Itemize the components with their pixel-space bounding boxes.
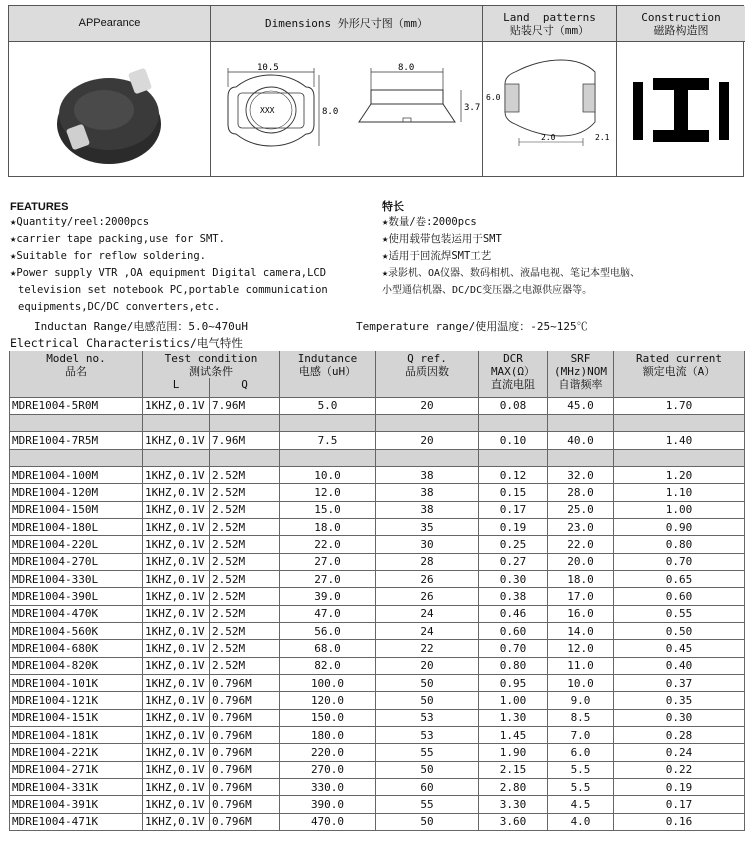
cell-dcr: 0.27 bbox=[479, 553, 548, 570]
cell-ind: 22.0 bbox=[280, 536, 376, 553]
features-title-cn: 特长 bbox=[382, 201, 404, 213]
dimensions-label: Dimensions 外形尺寸图（mm） bbox=[264, 17, 429, 30]
cell-qref: 55 bbox=[376, 796, 479, 813]
cell-l: 1KHZ,0.1V bbox=[143, 536, 210, 553]
table-spacer-row bbox=[10, 449, 745, 466]
cell-q: 0.796M bbox=[210, 727, 280, 744]
cell-qref: 20 bbox=[376, 657, 479, 674]
table-row bbox=[10, 813, 745, 830]
table-row bbox=[10, 622, 745, 639]
construction-label-en: Construction bbox=[641, 10, 721, 24]
cell-model: MDRE1004-120M bbox=[10, 484, 143, 501]
cell-rated: 0.22 bbox=[614, 761, 745, 778]
table-spacer-row bbox=[10, 414, 745, 431]
cell-ind: 39.0 bbox=[280, 588, 376, 605]
cell-dcr: 0.60 bbox=[479, 622, 548, 639]
cell-srf: 23.0 bbox=[548, 518, 614, 535]
cell-l: 1KHZ,0.1V bbox=[143, 622, 210, 639]
cell-rated: 1.00 bbox=[614, 501, 745, 518]
cell-ind: 100.0 bbox=[280, 675, 376, 692]
cell-model: MDRE1004-5R0M bbox=[10, 397, 143, 414]
cell-l: 1KHZ,0.1V bbox=[143, 813, 210, 830]
feature-cn-item: ★使用载带包装运用于SMT bbox=[382, 233, 502, 245]
spacer-cell bbox=[10, 449, 143, 466]
spacer-cell bbox=[210, 449, 280, 466]
cell-ind: 120.0 bbox=[280, 692, 376, 709]
cell-ind: 180.0 bbox=[280, 727, 376, 744]
cell-model: MDRE1004-331K bbox=[10, 779, 143, 796]
table-row bbox=[10, 432, 745, 449]
cell-dcr: 0.46 bbox=[479, 605, 548, 622]
cell-qref: 38 bbox=[376, 501, 479, 518]
table-row bbox=[10, 709, 745, 726]
dimensions-cell bbox=[211, 42, 483, 176]
spacer-cell bbox=[614, 449, 745, 466]
cell-rated: 0.35 bbox=[614, 692, 745, 709]
col-q-ref: Q ref. 品质因数 bbox=[376, 351, 479, 397]
col-test-l: L bbox=[143, 378, 210, 397]
cell-rated: 0.80 bbox=[614, 536, 745, 553]
cell-l: 1KHZ,0.1V bbox=[143, 588, 210, 605]
table-row bbox=[10, 779, 745, 796]
cell-l: 1KHZ,0.1V bbox=[143, 397, 210, 414]
cell-q: 0.796M bbox=[210, 761, 280, 778]
land-patterns-header bbox=[483, 6, 617, 42]
table-row bbox=[10, 518, 745, 535]
features-title-en: FEATURES bbox=[10, 201, 69, 213]
appearance-header bbox=[9, 6, 211, 42]
table-body bbox=[10, 397, 745, 831]
inductor-photo-icon bbox=[9, 42, 210, 176]
section-title: Electrical Characteristics/电气特性 bbox=[10, 336, 243, 350]
cell-model: MDRE1004-220L bbox=[10, 536, 143, 553]
cell-ind: 330.0 bbox=[280, 779, 376, 796]
cell-rated: 1.70 bbox=[614, 397, 745, 414]
cell-rated: 1.20 bbox=[614, 466, 745, 483]
spacer-cell bbox=[548, 449, 614, 466]
cell-q: 2.52M bbox=[210, 553, 280, 570]
dim-top-height-label: 8.0 bbox=[322, 107, 339, 117]
electrical-characteristics-table bbox=[9, 351, 745, 831]
cell-l: 1KHZ,0.1V bbox=[143, 432, 210, 449]
feature-cn-item: ★适用于回流焊SMT工艺 bbox=[382, 250, 492, 262]
cell-rated: 0.28 bbox=[614, 727, 745, 744]
cell-dcr: 0.30 bbox=[479, 570, 548, 587]
cell-model: MDRE1004-680K bbox=[10, 640, 143, 657]
land-patterns-cell bbox=[483, 42, 617, 176]
cell-l: 1KHZ,0.1V bbox=[143, 692, 210, 709]
cell-q: 0.796M bbox=[210, 744, 280, 761]
cell-model: MDRE1004-391K bbox=[10, 796, 143, 813]
cell-qref: 55 bbox=[376, 744, 479, 761]
cell-srf: 28.0 bbox=[548, 484, 614, 501]
cell-rated: 0.90 bbox=[614, 518, 745, 535]
cell-l: 1KHZ,0.1V bbox=[143, 709, 210, 726]
cell-srf: 22.0 bbox=[548, 536, 614, 553]
cell-qref: 50 bbox=[376, 692, 479, 709]
cell-rated: 0.30 bbox=[614, 709, 745, 726]
cell-rated: 0.24 bbox=[614, 744, 745, 761]
cell-rated: 1.40 bbox=[614, 432, 745, 449]
col-test-condition: Test condition 测试条件 bbox=[143, 351, 280, 378]
cell-l: 1KHZ,0.1V bbox=[143, 796, 210, 813]
feature-en-item: ★Power supply VTR ,OA equipment Digital camera,LCD bbox=[10, 267, 327, 279]
table-row bbox=[10, 744, 745, 761]
spacer-cell bbox=[143, 414, 210, 431]
cell-q: 7.96M bbox=[210, 397, 280, 414]
cell-model: MDRE1004-7R5M bbox=[10, 432, 143, 449]
cell-rated: 0.70 bbox=[614, 553, 745, 570]
cell-dcr: 0.38 bbox=[479, 588, 548, 605]
cell-ind: 15.0 bbox=[280, 501, 376, 518]
cell-ind: 7.5 bbox=[280, 432, 376, 449]
feature-en-item: ★Suitable for reflow soldering. bbox=[10, 250, 206, 262]
construction-label-cn: 磁路构造图 bbox=[653, 23, 709, 37]
feature-en-item: television set notebook PC,portable communication bbox=[18, 284, 328, 296]
spacer-cell bbox=[210, 414, 280, 431]
cell-l: 1KHZ,0.1V bbox=[143, 605, 210, 622]
temperature-range: Temperature range/使用温度：-25~125℃ bbox=[356, 320, 588, 333]
land-gap-label: 6.0 bbox=[486, 93, 501, 102]
land-patterns-label-en: Land patterns bbox=[503, 10, 596, 24]
cell-dcr: 3.30 bbox=[479, 796, 548, 813]
cell-qref: 26 bbox=[376, 570, 479, 587]
cell-q: 2.52M bbox=[210, 588, 280, 605]
cell-qref: 38 bbox=[376, 466, 479, 483]
table-row bbox=[10, 466, 745, 483]
feature-en-item: ★Quantity/reel:2000pcs bbox=[10, 216, 150, 228]
cell-srf: 5.5 bbox=[548, 761, 614, 778]
cell-dcr: 1.30 bbox=[479, 709, 548, 726]
cell-qref: 24 bbox=[376, 605, 479, 622]
cell-dcr: 0.15 bbox=[479, 484, 548, 501]
feature-cn-item: ★录影机、OA仪器、数码相机、液晶电视、笔记本型电脑、 bbox=[382, 268, 641, 279]
cell-q: 2.52M bbox=[210, 466, 280, 483]
cell-dcr: 0.17 bbox=[479, 501, 548, 518]
cell-rated: 0.16 bbox=[614, 813, 745, 830]
dim-top-width-label: 10.5 bbox=[257, 63, 279, 73]
land-width-label: 2.1 bbox=[595, 133, 610, 142]
col-test-q: Q bbox=[210, 378, 280, 397]
cell-dcr: 1.00 bbox=[479, 692, 548, 709]
header-grid bbox=[8, 5, 744, 177]
cell-rated: 0.19 bbox=[614, 779, 745, 796]
cell-model: MDRE1004-221K bbox=[10, 744, 143, 761]
cell-model: MDRE1004-820K bbox=[10, 657, 143, 674]
cell-l: 1KHZ,0.1V bbox=[143, 744, 210, 761]
cell-l: 1KHZ,0.1V bbox=[143, 570, 210, 587]
cell-q: 7.96M bbox=[210, 432, 280, 449]
cell-srf: 11.0 bbox=[548, 657, 614, 674]
cell-q: 0.796M bbox=[210, 709, 280, 726]
cell-q: 0.796M bbox=[210, 675, 280, 692]
cell-l: 1KHZ,0.1V bbox=[143, 675, 210, 692]
cell-ind: 150.0 bbox=[280, 709, 376, 726]
cell-rated: 0.65 bbox=[614, 570, 745, 587]
cell-l: 1KHZ,0.1V bbox=[143, 657, 210, 674]
table-row bbox=[10, 605, 745, 622]
table-row bbox=[10, 692, 745, 709]
table-row bbox=[10, 588, 745, 605]
table-row bbox=[10, 657, 745, 674]
cell-l: 1KHZ,0.1V bbox=[143, 727, 210, 744]
feature-cn-item: ★数量/卷:2000pcs bbox=[382, 216, 477, 228]
cell-q: 0.796M bbox=[210, 813, 280, 830]
cell-rated: 0.55 bbox=[614, 605, 745, 622]
cell-q: 2.52M bbox=[210, 640, 280, 657]
cell-dcr: 0.19 bbox=[479, 518, 548, 535]
magnetic-construction-icon bbox=[617, 42, 744, 176]
cell-ind: 27.0 bbox=[280, 570, 376, 587]
cell-srf: 16.0 bbox=[548, 605, 614, 622]
cell-model: MDRE1004-330L bbox=[10, 570, 143, 587]
cell-q: 2.52M bbox=[210, 536, 280, 553]
cell-q: 2.52M bbox=[210, 484, 280, 501]
cell-model: MDRE1004-390L bbox=[10, 588, 143, 605]
cell-q: 0.796M bbox=[210, 692, 280, 709]
inductance-range: Inductan Range/电感范围：5.0~470uH bbox=[34, 320, 248, 333]
cell-qref: 50 bbox=[376, 675, 479, 692]
cell-ind: 5.0 bbox=[280, 397, 376, 414]
cell-rated: 0.17 bbox=[614, 796, 745, 813]
construction-cell bbox=[617, 42, 745, 176]
cell-l: 1KHZ,0.1V bbox=[143, 518, 210, 535]
cell-srf: 10.0 bbox=[548, 675, 614, 692]
cell-rated: 0.37 bbox=[614, 675, 745, 692]
table-row bbox=[10, 640, 745, 657]
spacer-cell bbox=[479, 414, 548, 431]
feature-cn-item: 小型通信机器、DC/DC变压器之电源供应器等。 bbox=[382, 285, 593, 296]
dim-side-width-label: 8.0 bbox=[398, 63, 415, 73]
cell-ind: 18.0 bbox=[280, 518, 376, 535]
marking-label: XXX bbox=[260, 106, 275, 115]
cell-qref: 60 bbox=[376, 779, 479, 796]
cell-dcr: 2.80 bbox=[479, 779, 548, 796]
cell-q: 2.52M bbox=[210, 657, 280, 674]
spacer-cell bbox=[376, 414, 479, 431]
cell-rated: 0.40 bbox=[614, 657, 745, 674]
feature-en-item: ★carrier tape packing,use for SMT. bbox=[10, 233, 225, 245]
cell-qref: 50 bbox=[376, 813, 479, 830]
cell-rated: 1.10 bbox=[614, 484, 745, 501]
cell-model: MDRE1004-560K bbox=[10, 622, 143, 639]
table-row bbox=[10, 570, 745, 587]
spacer-cell bbox=[479, 449, 548, 466]
land-pattern-drawing bbox=[483, 42, 616, 176]
cell-srf: 45.0 bbox=[548, 397, 614, 414]
cell-model: MDRE1004-470K bbox=[10, 605, 143, 622]
cell-srf: 32.0 bbox=[548, 466, 614, 483]
cell-ind: 68.0 bbox=[280, 640, 376, 657]
cell-model: MDRE1004-151K bbox=[10, 709, 143, 726]
cell-l: 1KHZ,0.1V bbox=[143, 466, 210, 483]
cell-srf: 25.0 bbox=[548, 501, 614, 518]
cell-srf: 9.0 bbox=[548, 692, 614, 709]
cell-q: 0.796M bbox=[210, 796, 280, 813]
cell-q: 2.52M bbox=[210, 622, 280, 639]
cell-model: MDRE1004-181K bbox=[10, 727, 143, 744]
cell-ind: 56.0 bbox=[280, 622, 376, 639]
dimensions-drawing bbox=[211, 42, 482, 176]
cell-q: 2.52M bbox=[210, 570, 280, 587]
cell-srf: 4.5 bbox=[548, 796, 614, 813]
cell-srf: 5.5 bbox=[548, 779, 614, 796]
cell-model: MDRE1004-270L bbox=[10, 553, 143, 570]
col-srf: SRF (MHz)NOM 自谐频率 bbox=[548, 351, 614, 397]
cell-model: MDRE1004-100M bbox=[10, 466, 143, 483]
spacer-cell bbox=[614, 414, 745, 431]
spacer-cell bbox=[280, 414, 376, 431]
cell-qref: 26 bbox=[376, 588, 479, 605]
cell-qref: 35 bbox=[376, 518, 479, 535]
appearance-label: APPearance bbox=[78, 17, 141, 29]
spacer-cell bbox=[280, 449, 376, 466]
cell-dcr: 3.60 bbox=[479, 813, 548, 830]
table-row bbox=[10, 536, 745, 553]
cell-model: MDRE1004-101K bbox=[10, 675, 143, 692]
cell-l: 1KHZ,0.1V bbox=[143, 501, 210, 518]
cell-q: 2.52M bbox=[210, 518, 280, 535]
cell-ind: 270.0 bbox=[280, 761, 376, 778]
table-row bbox=[10, 484, 745, 501]
cell-srf: 14.0 bbox=[548, 622, 614, 639]
table-row bbox=[10, 727, 745, 744]
spacer-cell bbox=[548, 414, 614, 431]
cell-rated: 0.50 bbox=[614, 622, 745, 639]
cell-srf: 18.0 bbox=[548, 570, 614, 587]
cell-q: 2.52M bbox=[210, 605, 280, 622]
cell-l: 1KHZ,0.1V bbox=[143, 553, 210, 570]
cell-ind: 27.0 bbox=[280, 553, 376, 570]
cell-qref: 50 bbox=[376, 761, 479, 778]
cell-dcr: 0.80 bbox=[479, 657, 548, 674]
dim-side-height-label: 3.7 bbox=[464, 103, 481, 113]
cell-rated: 0.60 bbox=[614, 588, 745, 605]
cell-srf: 7.0 bbox=[548, 727, 614, 744]
cell-model: MDRE1004-471K bbox=[10, 813, 143, 830]
table-row bbox=[10, 761, 745, 778]
spacer-cell bbox=[143, 449, 210, 466]
features-cn bbox=[382, 200, 742, 299]
cell-srf: 40.0 bbox=[548, 432, 614, 449]
cell-model: MDRE1004-150M bbox=[10, 501, 143, 518]
cell-ind: 10.0 bbox=[280, 466, 376, 483]
col-model: Model no. 品名 bbox=[10, 351, 143, 397]
cell-qref: 53 bbox=[376, 709, 479, 726]
table-row bbox=[10, 397, 745, 414]
cell-model: MDRE1004-271K bbox=[10, 761, 143, 778]
spacer-cell bbox=[376, 449, 479, 466]
cell-srf: 8.5 bbox=[548, 709, 614, 726]
cell-model: MDRE1004-121K bbox=[10, 692, 143, 709]
cell-dcr: 1.45 bbox=[479, 727, 548, 744]
table-row bbox=[10, 501, 745, 518]
cell-qref: 38 bbox=[376, 484, 479, 501]
cell-l: 1KHZ,0.1V bbox=[143, 484, 210, 501]
cell-rated: 0.45 bbox=[614, 640, 745, 657]
table-row bbox=[10, 553, 745, 570]
cell-srf: 12.0 bbox=[548, 640, 614, 657]
cell-dcr: 0.95 bbox=[479, 675, 548, 692]
cell-dcr: 2.15 bbox=[479, 761, 548, 778]
cell-srf: 4.0 bbox=[548, 813, 614, 830]
col-dcr: DCR MAX(Ω） 直流电阻 bbox=[479, 351, 548, 397]
table-row bbox=[10, 675, 745, 692]
cell-ind: 220.0 bbox=[280, 744, 376, 761]
cell-dcr: 0.08 bbox=[479, 397, 548, 414]
cell-dcr: 0.12 bbox=[479, 466, 548, 483]
construction-header bbox=[617, 6, 745, 42]
cell-srf: 20.0 bbox=[548, 553, 614, 570]
cell-qref: 20 bbox=[376, 397, 479, 414]
cell-ind: 12.0 bbox=[280, 484, 376, 501]
cell-ind: 82.0 bbox=[280, 657, 376, 674]
cell-l: 1KHZ,0.1V bbox=[143, 761, 210, 778]
cell-srf: 17.0 bbox=[548, 588, 614, 605]
cell-qref: 24 bbox=[376, 622, 479, 639]
cell-qref: 30 bbox=[376, 536, 479, 553]
table-row bbox=[10, 796, 745, 813]
cell-dcr: 0.10 bbox=[479, 432, 548, 449]
appearance-cell bbox=[9, 42, 211, 176]
cell-srf: 6.0 bbox=[548, 744, 614, 761]
cell-qref: 28 bbox=[376, 553, 479, 570]
land-patterns-label-cn: 贴装尺寸（mm） bbox=[509, 23, 590, 37]
cell-qref: 53 bbox=[376, 727, 479, 744]
cell-l: 1KHZ,0.1V bbox=[143, 640, 210, 657]
cell-ind: 470.0 bbox=[280, 813, 376, 830]
dimensions-header bbox=[211, 6, 483, 42]
features-en bbox=[10, 200, 380, 316]
col-rated-current: Rated current 额定电流（A） bbox=[614, 351, 745, 397]
feature-en-item: equipments,DC/DC converters,etc. bbox=[18, 301, 221, 313]
cell-q: 2.52M bbox=[210, 501, 280, 518]
cell-qref: 20 bbox=[376, 432, 479, 449]
cell-ind: 390.0 bbox=[280, 796, 376, 813]
cell-q: 0.796M bbox=[210, 779, 280, 796]
spacer-cell bbox=[10, 414, 143, 431]
col-inductance: Indutance 电感（uH） bbox=[280, 351, 376, 397]
cell-dcr: 0.25 bbox=[479, 536, 548, 553]
cell-ind: 47.0 bbox=[280, 605, 376, 622]
cell-dcr: 1.90 bbox=[479, 744, 548, 761]
cell-l: 1KHZ,0.1V bbox=[143, 779, 210, 796]
land-pad-label: 2.0 bbox=[541, 133, 556, 142]
cell-model: MDRE1004-180L bbox=[10, 518, 143, 535]
cell-qref: 22 bbox=[376, 640, 479, 657]
cell-dcr: 0.70 bbox=[479, 640, 548, 657]
